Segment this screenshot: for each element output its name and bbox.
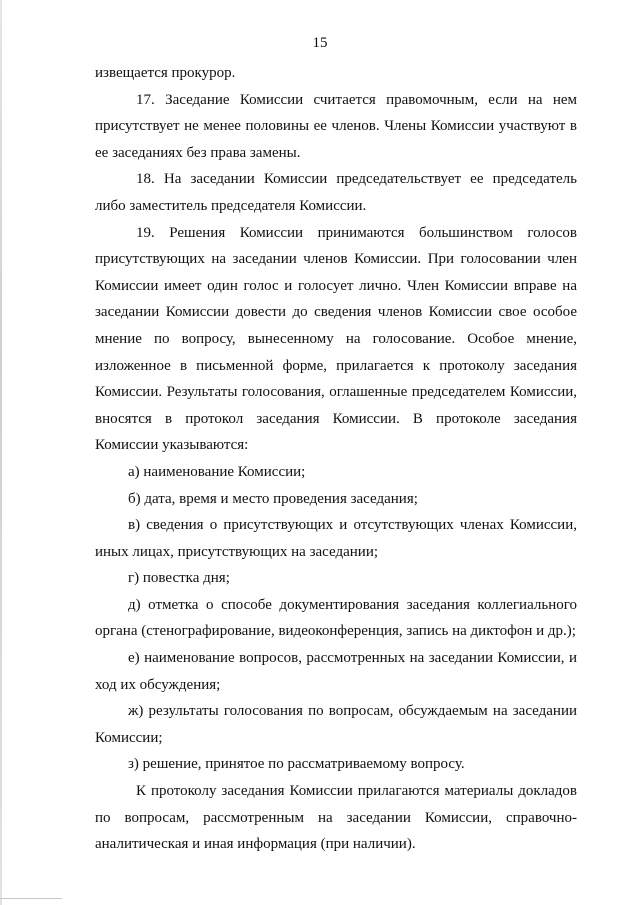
paragraph-19: 19. Решения Комиссии принимаются большинством голосов присутствующих на заседании членов Комиссии. При голосовании член Комиссии имеет один голос и голосует лично. Член Комиссии вправе на заседании Комиссии довести до сведения членов Комиссии свое особое мнение по вопросу, вынесенному на голосование. Особое мнение, изложенное в письменной форме, прилагается к протоколу заседания Комиссии. Результаты голосования, оглашенные председателем Комиссии, вносятся в протокол заседания Комиссии. В протоколе заседания Комиссии указываются: <box>95 224 577 454</box>
scan-mark <box>0 898 62 899</box>
list-item-b: б) дата, время и место проведения заседания; <box>128 490 418 507</box>
list-item-zh: ж) результаты голосования по вопросам, обсуждаемым на заседании Комиссии; <box>95 703 577 746</box>
paragraph-17: 17. Заседание Комиссии считается правомочным, если на нем присутствует не менее половины ее членов. Члены Комиссии участвуют в ее заседаниях без права замены. <box>95 91 577 161</box>
document-body <box>95 60 577 858</box>
list-item-a: а) наименование Комиссии; <box>128 463 306 480</box>
paragraph-continuation: извещается прокурор. <box>95 65 236 81</box>
paragraph-18: 18. На заседании Комиссии председательствует ее председатель либо заместитель председателя Комиссии. <box>95 171 577 214</box>
list-item-e: е) наименование вопросов, рассмотренных на заседании Комиссии, и ход их обсуждения; <box>95 650 577 693</box>
list-item-d: д) отметка о способе документирования заседания коллегиального органа (стенографирование, видеоконференция, запись на диктофон и др.); <box>95 596 577 640</box>
list-item-z: з) решение, принятое по рассматриваемому вопросу. <box>128 756 465 773</box>
closing-paragraph: К протоколу заседания Комиссии прилагаются материалы докладов по вопросам, рассмотренным на заседании Комиссии, справочно-аналитическая и иная информация (при наличии). <box>95 783 577 853</box>
scan-edge <box>0 0 2 905</box>
page-number: 15 <box>312 35 328 51</box>
list-item-v: в) сведения о присутствующих и отсутствующих членах Комиссии, иных лицах, присутствующих на заседании; <box>95 517 577 560</box>
list-item-g: г) повестка дня; <box>128 570 230 587</box>
